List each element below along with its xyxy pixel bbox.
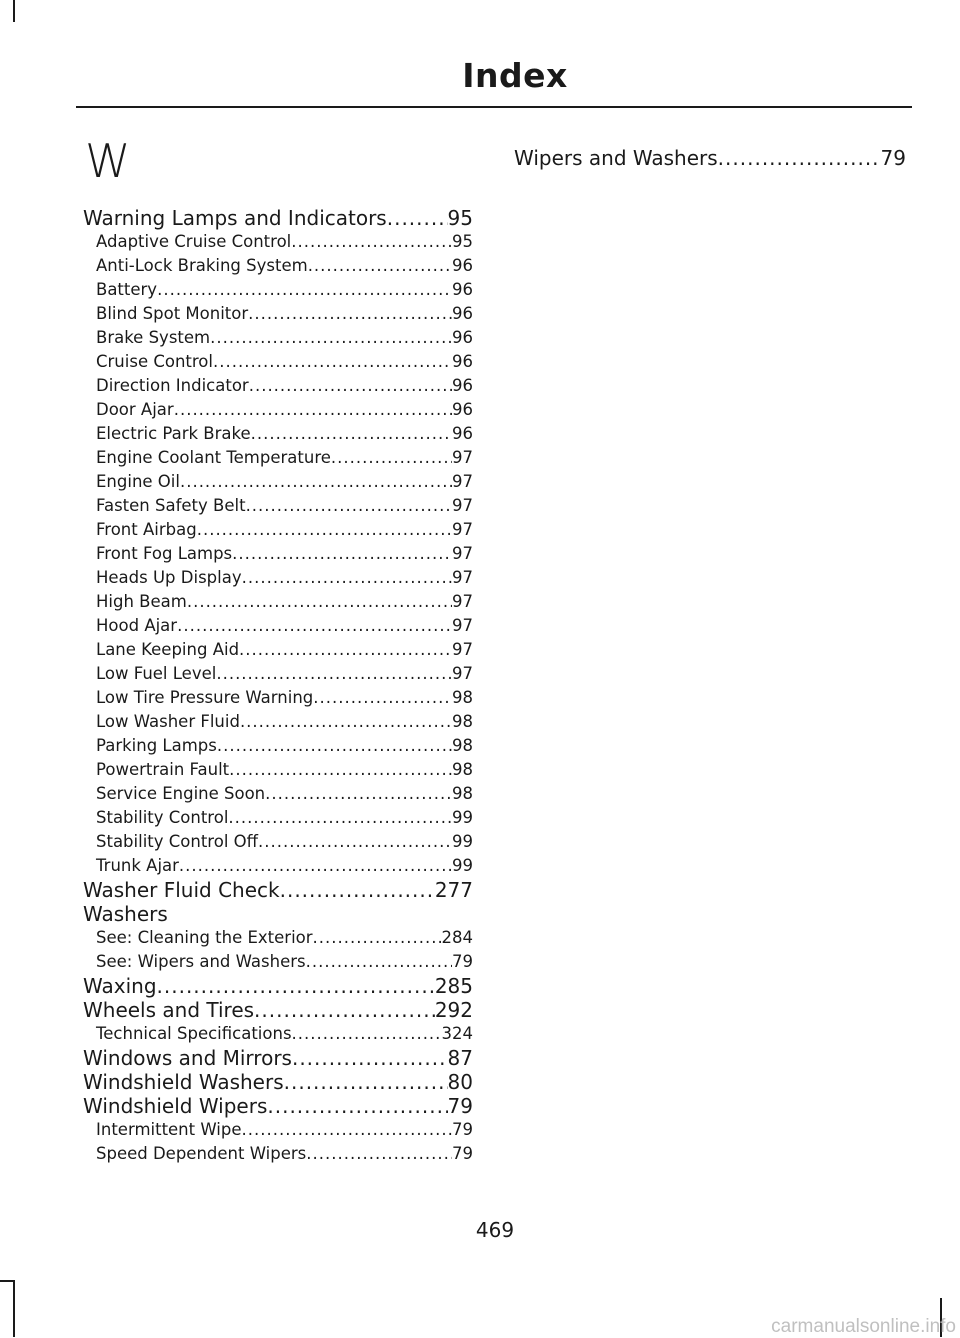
dot-leader: [258, 830, 452, 854]
entry-label: Door Ajar: [96, 400, 174, 419]
index-sub-entry: [83, 278, 473, 302]
dot-leader: [249, 374, 452, 398]
index-sub-entry: [83, 782, 473, 806]
entry-label: Blind Spot Monitor: [96, 304, 249, 323]
entry-page-number: 96: [452, 352, 473, 371]
entry-label: Stability Control Off: [96, 832, 259, 851]
index-sub-entry: [83, 398, 473, 422]
entry-label: Cruise Control: [96, 352, 213, 371]
entry-label: Parking Lamps: [96, 736, 217, 755]
dot-leader: [242, 566, 452, 590]
entry-page-number: 79: [452, 1144, 473, 1163]
entry-label: Low Washer Fluid: [96, 712, 240, 731]
entry-label: Direction Indicator: [96, 376, 249, 395]
dot-leader: [174, 398, 452, 422]
entry-page-number: 98: [452, 736, 473, 755]
dot-leader: [313, 686, 452, 710]
dot-leader: [179, 854, 452, 878]
entry-page-number: 99: [452, 808, 473, 827]
dot-leader: [313, 926, 442, 950]
index-sub-entry: [83, 590, 473, 614]
dot-leader: [267, 1094, 447, 1118]
dot-leader: [306, 950, 452, 974]
entry-page-number: 97: [452, 592, 473, 611]
entry-label: Front Fog Lamps: [96, 544, 233, 563]
index-main-entry: [83, 206, 473, 230]
entry-page-number: 96: [452, 256, 473, 275]
dot-leader: [265, 782, 452, 806]
entry-label: Waxing: [83, 974, 157, 998]
entry-page-number: 79: [452, 1120, 473, 1139]
index-main-entry: [83, 878, 473, 902]
section-letter: W: [85, 134, 131, 188]
dot-leader: [242, 1118, 452, 1142]
entry-label: Engine Coolant Temperature: [96, 448, 331, 467]
dot-leader: [187, 590, 452, 614]
dot-leader: [292, 1022, 442, 1046]
entry-page-number: 97: [452, 472, 473, 491]
index-sub-entry: [83, 422, 473, 446]
dot-leader: [228, 806, 452, 830]
entry-label: Washer Fluid Check: [83, 878, 280, 902]
index-sub-entry: [83, 854, 473, 878]
entry-label: Intermittent Wipe: [96, 1120, 242, 1139]
dot-leader: [217, 734, 452, 758]
index-sub-entry: [83, 446, 473, 470]
crop-mark-bottom-left-horizontal: [0, 1280, 14, 1282]
index-sub-entry: [83, 230, 473, 254]
entry-label: Adaptive Cruise Control: [96, 232, 292, 251]
index-main-entry: [83, 1070, 473, 1094]
dot-leader: [387, 206, 448, 230]
dot-leader: [157, 278, 452, 302]
entry-page-number: 96: [452, 424, 473, 443]
dot-leader: [248, 302, 452, 326]
index-main-entry: [83, 974, 473, 998]
entry-page-number: 97: [452, 664, 473, 683]
dot-leader: [284, 1070, 448, 1094]
entry-page-number: 96: [452, 328, 473, 347]
entry-page-number: 97: [452, 448, 473, 467]
index-sub-entry: [83, 926, 473, 950]
entry-label: See: Wipers and Washers: [96, 952, 306, 971]
entry-page-number: 95: [447, 206, 473, 230]
entry-page-number: 98: [452, 688, 473, 707]
index-sub-entry: [83, 710, 473, 734]
entry-page-number: 97: [452, 520, 473, 539]
dot-leader: [229, 758, 452, 782]
index-sub-entry: [83, 806, 473, 830]
index-sub-entry: [83, 686, 473, 710]
index-main-entry: [83, 1094, 473, 1118]
entry-page-number: 97: [452, 544, 473, 563]
entry-label: Low Tire Pressure Warning: [96, 688, 314, 707]
page-title: Index: [462, 56, 568, 95]
entry-page-number: 97: [452, 616, 473, 635]
entry-label: Fasten Safety Belt: [96, 496, 246, 515]
entry-label: Wipers and Washers: [514, 146, 718, 170]
entry-label: Service Engine Soon: [96, 784, 266, 803]
dot-leader: [308, 254, 452, 278]
entry-label: Electric Park Brake: [96, 424, 251, 443]
entry-label: Stability Control: [96, 808, 229, 827]
dot-leader: [239, 638, 452, 662]
entry-label: Windshield Wipers: [83, 1094, 268, 1118]
entry-page-number: 97: [452, 496, 473, 515]
dot-leader: [291, 230, 452, 254]
index-main-entry: [514, 146, 906, 170]
crop-mark-top-left: [13, 0, 15, 22]
index-sub-entry: [83, 830, 473, 854]
index-sub-entry: [83, 1142, 473, 1166]
index-sub-entry: [83, 326, 473, 350]
dot-leader: [180, 470, 452, 494]
dot-leader: [213, 350, 452, 374]
entry-page-number: 98: [452, 760, 473, 779]
dot-leader: [331, 446, 452, 470]
page-number: 469: [475, 1218, 515, 1242]
entry-page-number: 99: [452, 832, 473, 851]
entry-page-number: 80: [447, 1070, 473, 1094]
entry-label: See: Cleaning the Exterior: [96, 928, 313, 947]
index-sub-entry: [83, 470, 473, 494]
index-main-entry: [83, 902, 473, 926]
header-rule: [76, 106, 912, 108]
index-sub-entry: [83, 614, 473, 638]
crop-mark-bottom-left: [13, 1280, 15, 1337]
index-sub-entry: [83, 662, 473, 686]
entry-page-number: 79: [452, 952, 473, 971]
entry-label: Low Fuel Level: [96, 664, 217, 683]
index-column-right: [514, 130, 906, 170]
entry-page-number: 292: [434, 998, 473, 1022]
entry-page-number: 96: [452, 376, 473, 395]
index-sub-entry: [83, 638, 473, 662]
index-sub-entry: [83, 374, 473, 398]
index-column-left: [83, 130, 473, 1166]
dot-leader: [280, 878, 435, 902]
entry-label: Washers: [83, 902, 168, 926]
entry-label: High Beam: [96, 592, 187, 611]
entry-label: Front Airbag: [96, 520, 197, 539]
entry-page-number: 96: [452, 280, 473, 299]
dot-leader: [177, 614, 452, 638]
index-sub-entry: [83, 566, 473, 590]
dot-leader: [292, 1046, 448, 1070]
footer-watermark: carmanualsonline.info: [771, 1316, 956, 1337]
index-sub-entry: [83, 758, 473, 782]
entry-label: Heads Up Display: [96, 568, 242, 587]
entry-page-number: 98: [452, 784, 473, 803]
index-sub-entry: [83, 950, 473, 974]
index-sub-entry: [83, 350, 473, 374]
entry-page-number: 96: [452, 400, 473, 419]
dot-leader: [157, 974, 435, 998]
entry-page-number: 79: [880, 146, 906, 170]
entry-label: Hood Ajar: [96, 616, 178, 635]
entry-label: Warning Lamps and Indicators: [83, 206, 387, 230]
index-main-entry: [83, 998, 473, 1022]
dot-leader: [210, 326, 452, 350]
entry-label: Powertrain Fault: [96, 760, 230, 779]
entry-label: Battery: [96, 280, 158, 299]
dot-leader: [251, 422, 452, 446]
entry-page-number: 99: [452, 856, 473, 875]
entry-label: Technical Specifications: [96, 1024, 292, 1043]
entry-page-number: 98: [452, 712, 473, 731]
dot-leader: [240, 710, 452, 734]
entry-page-number: 79: [447, 1094, 473, 1118]
dot-leader: [718, 146, 881, 170]
index-sub-entry: [83, 542, 473, 566]
index-sub-entry: [83, 1022, 473, 1046]
index-sub-entry: [83, 734, 473, 758]
entry-label: Windshield Washers: [83, 1070, 284, 1094]
entry-label: Speed Dependent Wipers: [96, 1144, 307, 1163]
entry-page-number: 277: [434, 878, 473, 902]
dot-leader: [232, 542, 452, 566]
entry-label: Lane Keeping Aid: [96, 640, 240, 659]
entry-page-number: 97: [452, 640, 473, 659]
index-entry-list-right: [514, 146, 906, 170]
entry-page-number: 96: [452, 304, 473, 323]
index-main-entry: [83, 1046, 473, 1070]
entry-page-number: 324: [441, 1024, 473, 1043]
entry-page-number: 95: [452, 232, 473, 251]
index-entry-list: [83, 206, 473, 1166]
index-sub-entry: [83, 1118, 473, 1142]
entry-page-number: 285: [434, 974, 473, 998]
dot-leader: [246, 494, 452, 518]
dot-leader: [306, 1142, 452, 1166]
dot-leader: [216, 662, 452, 686]
entry-label: Anti-Lock Braking System: [96, 256, 308, 275]
index-sub-entry: [83, 254, 473, 278]
dot-leader: [197, 518, 452, 542]
entry-label: Wheels and Tires: [83, 998, 255, 1022]
entry-page-number: 87: [447, 1046, 473, 1070]
entry-page-number: 284: [441, 928, 473, 947]
entry-label: Trunk Ajar: [96, 856, 179, 875]
index-sub-entry: [83, 302, 473, 326]
entry-label: Windows and Mirrors: [83, 1046, 292, 1070]
dot-leader: [254, 998, 435, 1022]
entry-label: Engine Oil: [96, 472, 180, 491]
index-sub-entry: [83, 518, 473, 542]
entry-page-number: 97: [452, 568, 473, 587]
index-sub-entry: [83, 494, 473, 518]
entry-label: Brake System: [96, 328, 211, 347]
